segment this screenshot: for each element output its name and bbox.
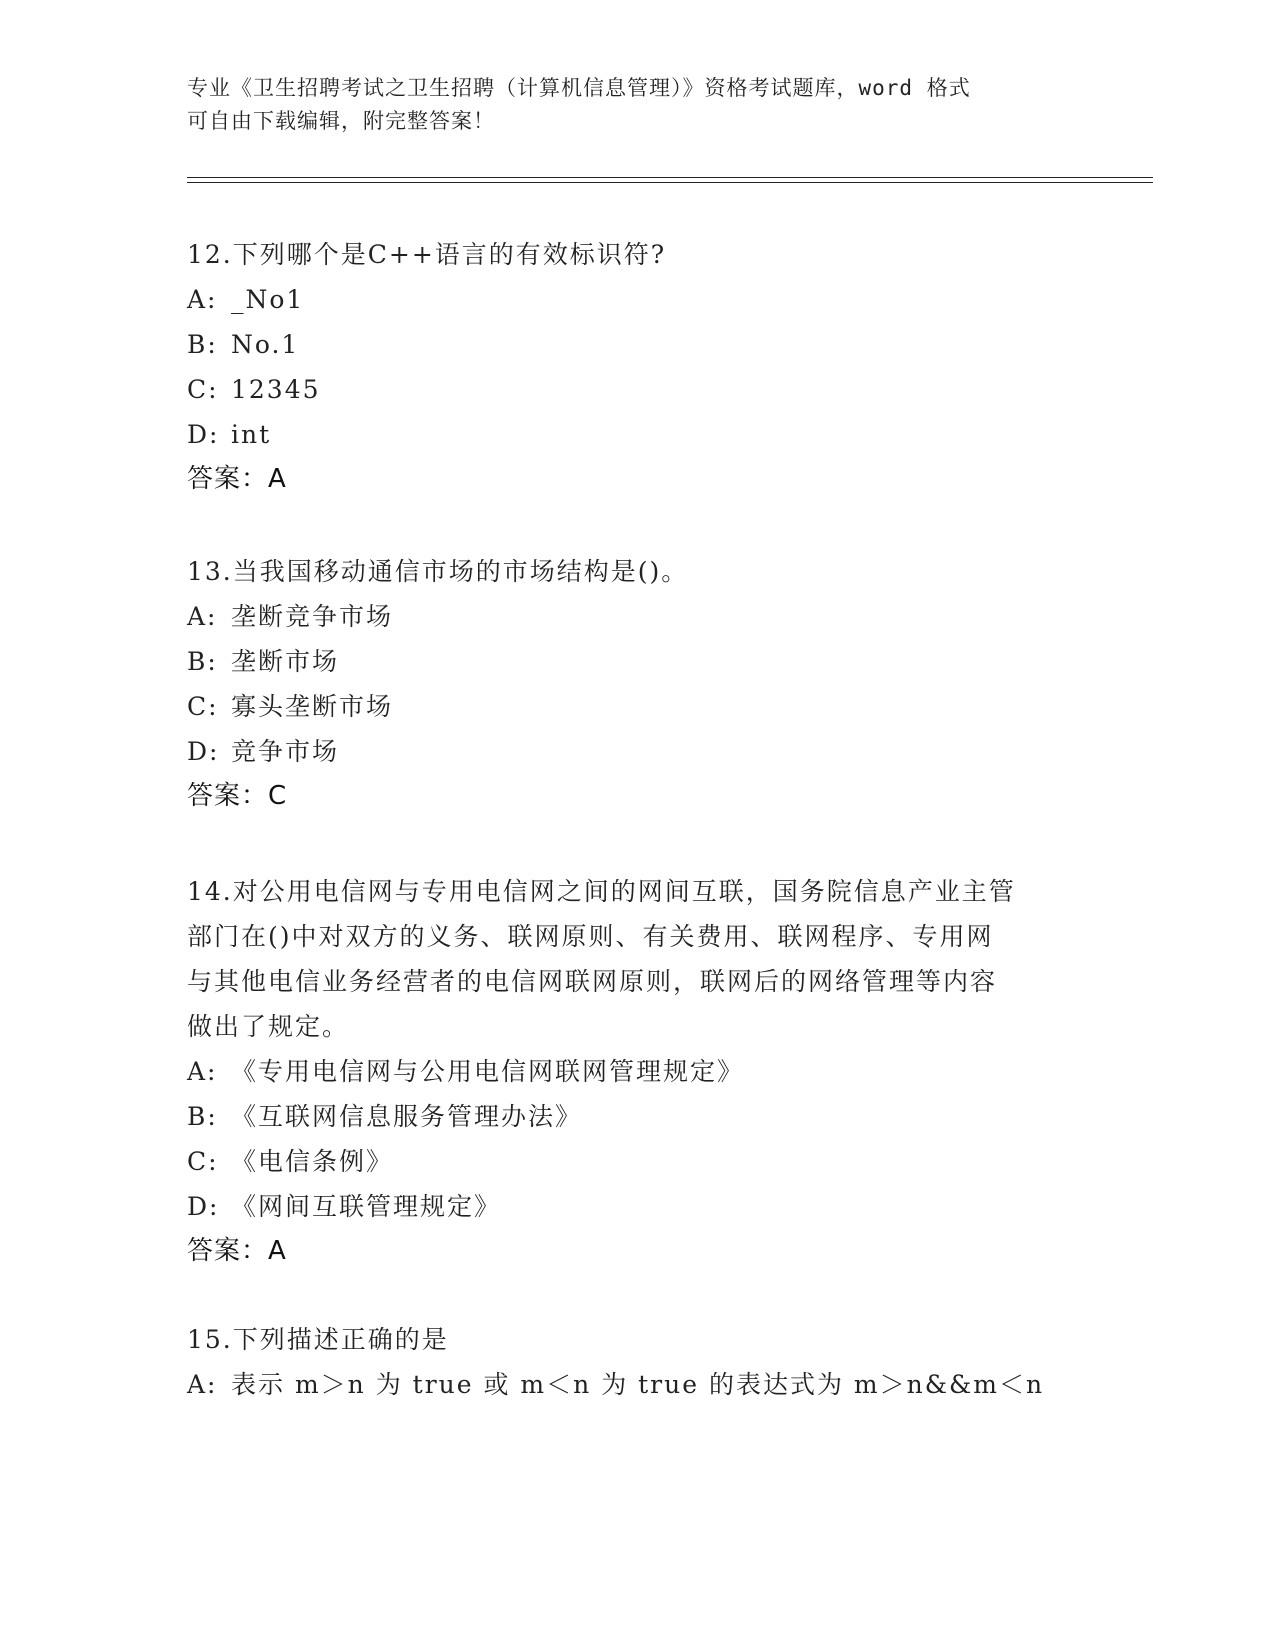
option-text: 表示 m＞n 为 true 或 m＜n 为 true 的表达式为 m＞n&&m＜n: [231, 1370, 1045, 1399]
option-letter: B:: [187, 1102, 218, 1131]
question-text-line-4: 做出了规定。: [187, 1012, 350, 1041]
option-text: 垄断竞争市场: [231, 602, 394, 631]
answer-label: 答案：C: [187, 781, 288, 811]
option-a: [187, 277, 1067, 322]
option-letter: A:: [187, 1057, 218, 1086]
question-text: 13.当我国移动通信市场的市场结构是()。: [187, 557, 689, 586]
question-text-line-1: 14.对公用电信网与专用电信网之间的网间互联，国务院信息产业主管: [187, 877, 1016, 906]
option-c: [187, 1139, 1067, 1184]
option-text: No.1: [231, 330, 300, 359]
question-14: [187, 869, 1067, 1274]
option-letter: C:: [187, 1147, 219, 1176]
option-text: 《专用电信网与公用电信网联网管理规定》: [231, 1057, 745, 1086]
option-text: _No1: [231, 285, 305, 314]
option-d: [187, 412, 1067, 457]
header-line-1: 专业《卫生招聘考试之卫生招聘（计算机信息管理）》资格考试题库，word 格式: [187, 76, 971, 100]
option-text: 寡头垄断市场: [231, 692, 394, 721]
header-line-2: 可自由下载编辑，附完整答案！: [187, 109, 495, 133]
option-text: 垄断市场: [231, 647, 340, 676]
option-d: [187, 1184, 1067, 1229]
option-b: [187, 322, 1067, 367]
option-a: [187, 1049, 1067, 1094]
option-letter: D:: [187, 420, 220, 449]
option-c: [187, 367, 1067, 412]
option-c: [187, 684, 1067, 729]
option-text: 《电信条例》: [231, 1147, 394, 1176]
question-15: [187, 1317, 1067, 1407]
option-a: [187, 594, 1067, 639]
option-b: [187, 1094, 1067, 1139]
option-text: 《网间互联管理规定》: [231, 1192, 502, 1221]
option-d: [187, 729, 1067, 774]
option-letter: A:: [187, 602, 218, 631]
header-divider-bottom: [187, 182, 1153, 183]
question-text: 12.下列哪个是C++语言的有效标识符?: [187, 240, 667, 269]
option-text: 《互联网信息服务管理办法》: [231, 1102, 583, 1131]
question-text-line-2: 部门在()中对双方的义务、联网原则、有关费用、联网程序、专用网: [187, 922, 994, 951]
option-letter: A:: [187, 285, 218, 314]
option-letter: B:: [187, 330, 218, 359]
header-divider-top: [187, 177, 1153, 178]
option-text: 竞争市场: [231, 737, 340, 766]
option-letter: C:: [187, 375, 219, 404]
document-header: [187, 72, 1067, 138]
option-letter: D:: [187, 1192, 220, 1221]
option-text: 12345: [231, 375, 321, 404]
question-text-line-3: 与其他电信业务经营者的电信网联网原则，联网后的网络管理等内容: [187, 967, 998, 996]
option-b: [187, 639, 1067, 684]
option-text: int: [231, 420, 272, 449]
question-12: [187, 232, 1067, 502]
question-text: 15.下列描述正确的是: [187, 1325, 449, 1354]
option-a: [187, 1362, 1067, 1407]
option-letter: C:: [187, 692, 219, 721]
option-letter: A:: [187, 1370, 218, 1399]
answer-label: 答案：A: [187, 1236, 287, 1266]
option-letter: D:: [187, 737, 220, 766]
answer-label: 答案：A: [187, 464, 287, 494]
option-letter: B:: [187, 647, 218, 676]
question-13: [187, 549, 1067, 819]
